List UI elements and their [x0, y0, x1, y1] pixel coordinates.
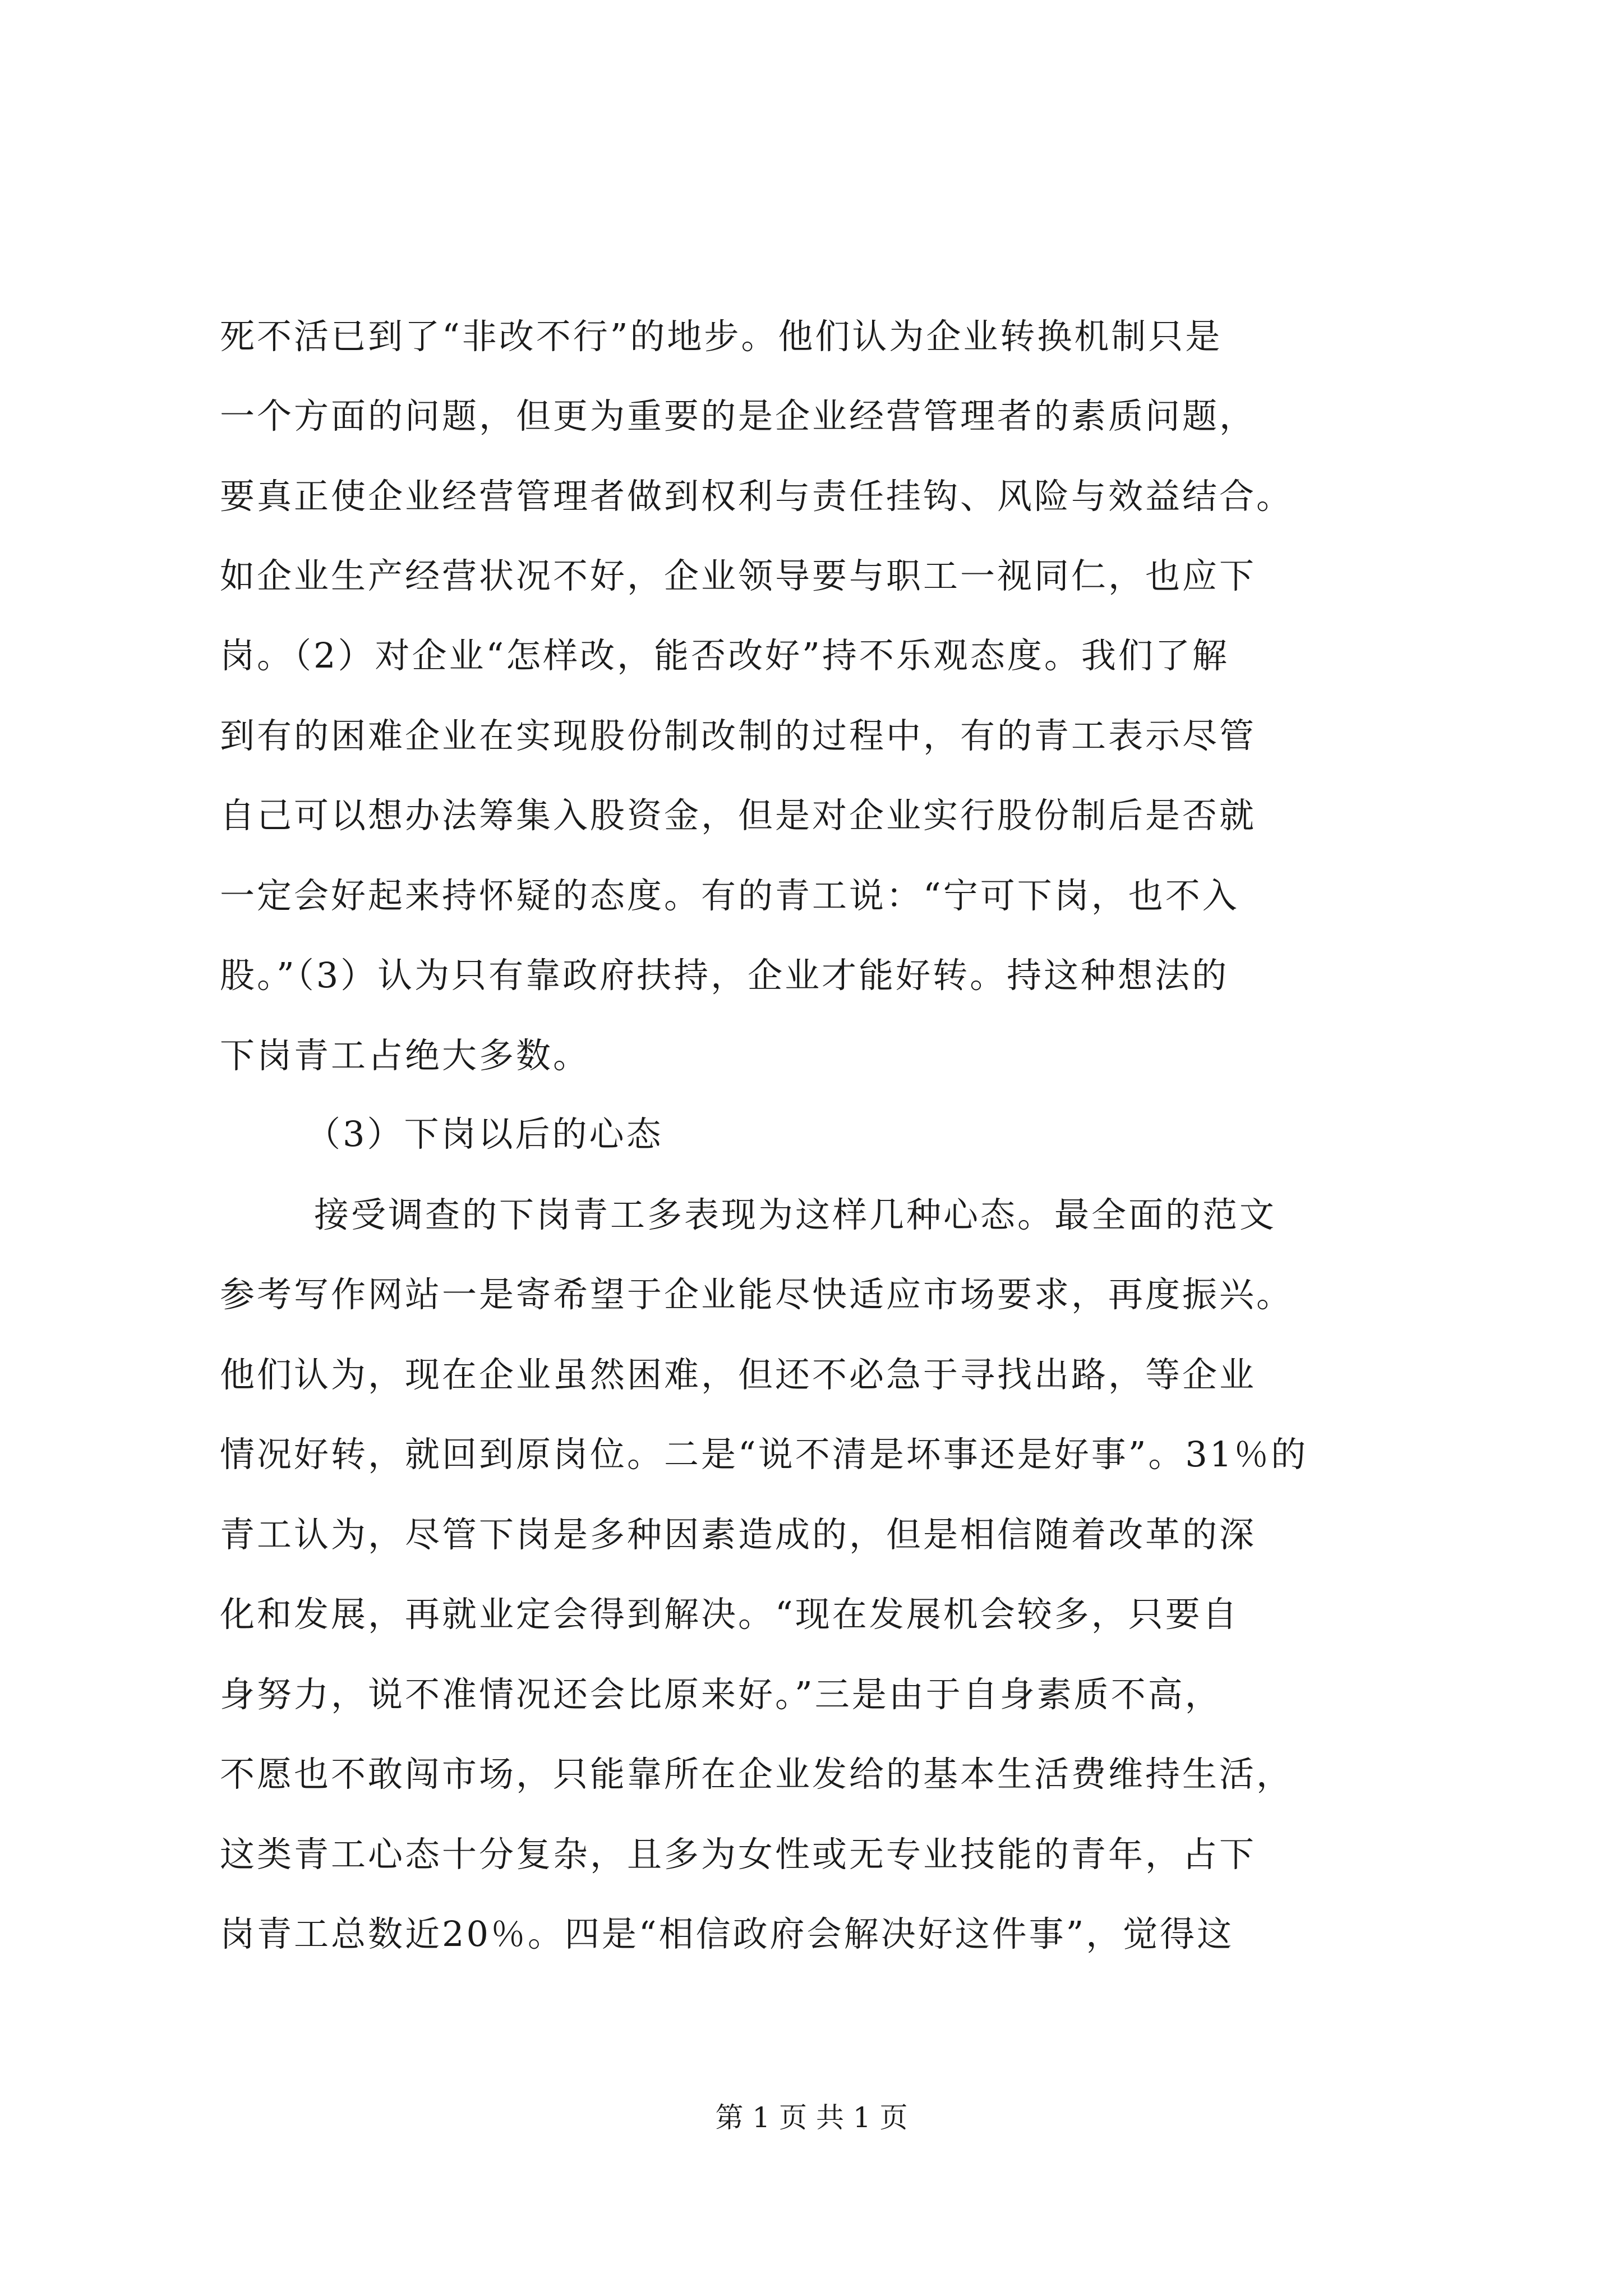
text-line: 下岗青工占绝大多数。	[220, 1035, 591, 1076]
section-heading: （3）下岗以后的心态	[306, 1114, 663, 1154]
text-line: 不愿也不敢闯市场，只能靠所在企业发给的基本生活费维持生活，	[220, 1754, 1294, 1795]
page-number-label: 第 1 页 共 1 页	[715, 2101, 908, 2134]
text-line: 岗。（2）对企业“怎样改，能否改好”持不乐观态度。我们了解	[220, 635, 1229, 676]
text-line: 要真正使企业经营管理者做到权利与责任挂钩、风险与效益结合。	[220, 476, 1294, 517]
text-line: 参考写作网站一是寄希望于企业能尽快适应市场要求，再度振兴。	[220, 1274, 1294, 1315]
text-line: 死不活已到了“非改不行”的地步。他们认为企业转换机制只是	[220, 316, 1223, 357]
text-line: 身努力，说不准情况还会比原来好。”三是由于自身素质不高，	[220, 1674, 1222, 1715]
text-line: 自己可以想办法筹集入股资金，但是对企业实行股份制后是否就	[220, 795, 1257, 836]
page-footer	[0, 2098, 1623, 2137]
text-line: 情况好转，就回到原岗位。二是“说不清是坏事还是好事”。31％的	[220, 1434, 1308, 1475]
text-line: 他们认为，现在企业虽然困难，但还不必急于寻找出路，等企业	[220, 1354, 1257, 1395]
text-line: 岗青工总数近20％。四是“相信政府会解决好这件事”，觉得这	[220, 1913, 1234, 1954]
text-line: 这类青工心态十分复杂，且多为女性或无专业技能的青年，占下	[220, 1834, 1257, 1875]
text-line: 一定会好起来持怀疑的态度。有的青工说：“宁可下岗，也不入	[220, 875, 1239, 916]
text-line: 化和发展，再就业定会得到解决。“现在发展机会较多，只要自	[220, 1594, 1239, 1635]
text-line: 股。”（3）认为只有靠政府扶持，企业才能好转。持这种想法的	[220, 955, 1229, 996]
text-line: 接受调查的下岗青工多表现为这样几种心态。最全面的范文	[314, 1194, 1277, 1235]
text-line: 一个方面的问题，但更为重要的是企业经营管理者的素质问题，	[220, 395, 1257, 436]
text-line: 到有的困难企业在实现股份制改制的过程中，有的青工表示尽管	[220, 715, 1257, 756]
text-line: 青工认为，尽管下岗是多种因素造成的，但是相信随着改革的深	[220, 1514, 1257, 1555]
text-line: 如企业生产经营状况不好，企业领导要与职工一视同仁，也应下	[220, 555, 1257, 596]
